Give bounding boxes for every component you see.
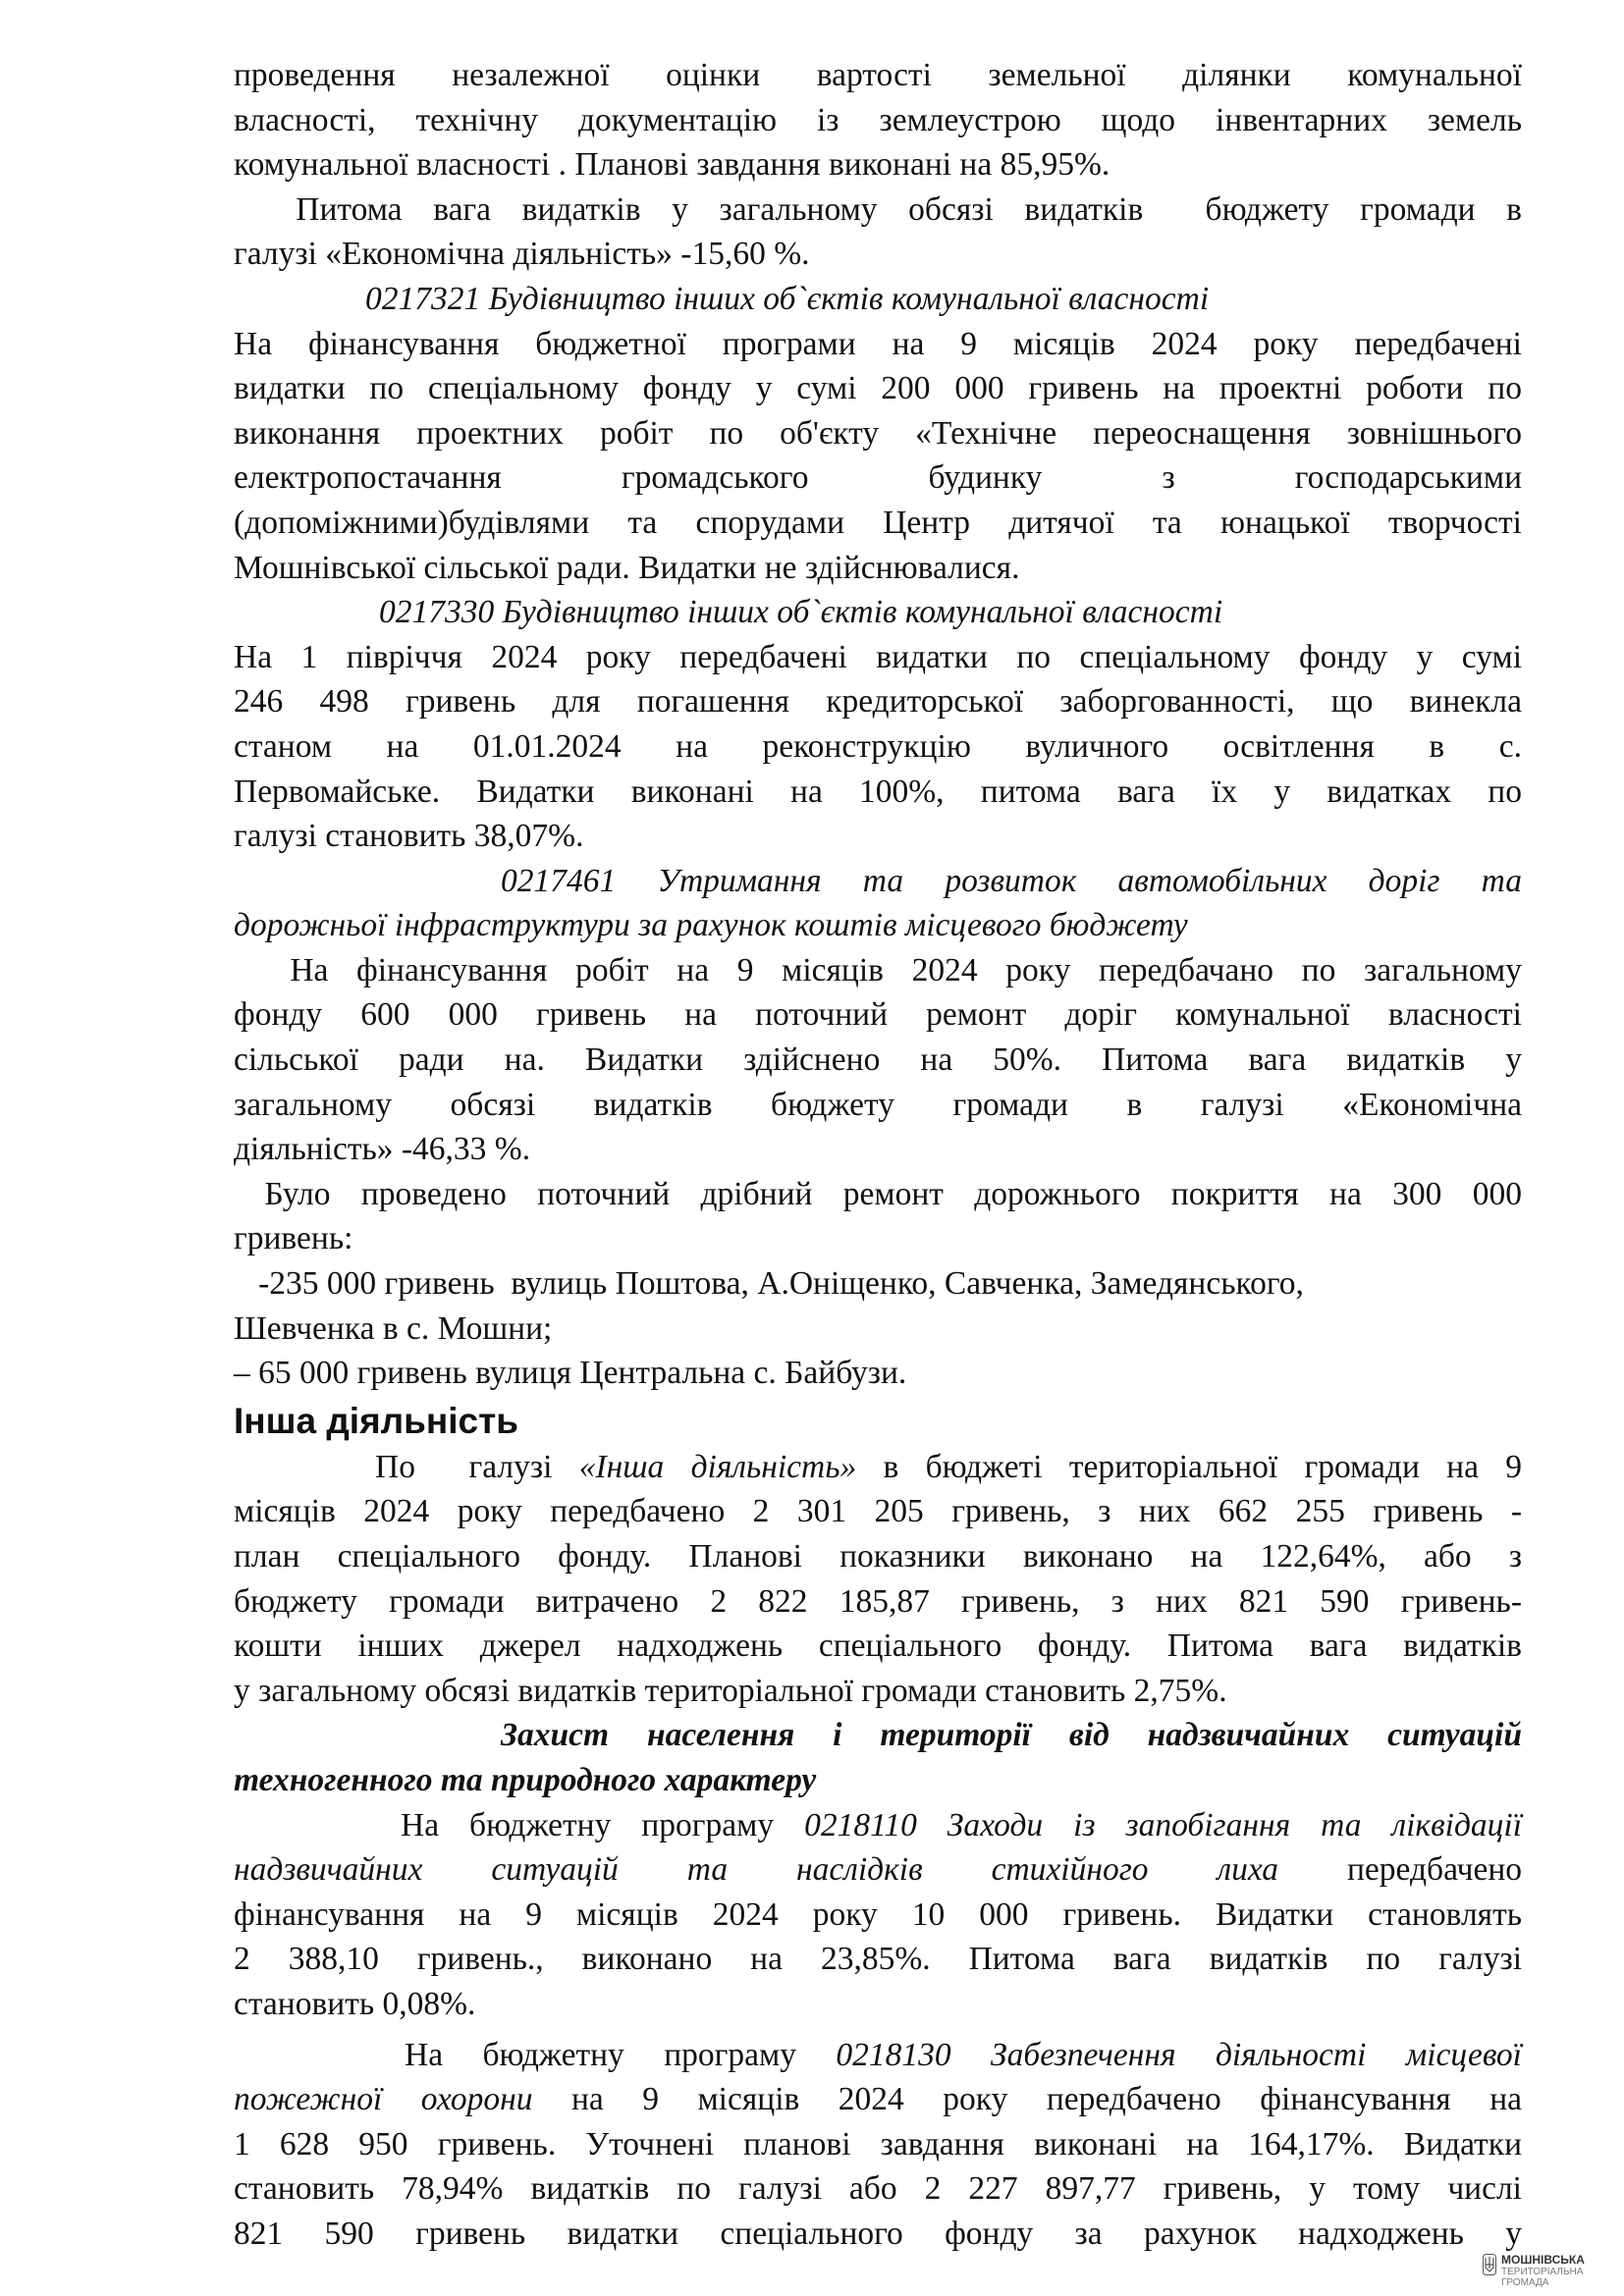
text-span: По галузі [375,1448,579,1485]
text-line: діяльність» -46,33 %. [234,1131,531,1168]
text-line: -235 000 гривень вулиць Поштова, А.Оніщенко, Савченка, Замедянського, [234,1265,1304,1303]
text-line: галузі становить 38,07%. [234,818,584,855]
italic-span: пожежної охорони [234,2081,533,2118]
text-line: Питома вага видатків у загальному обсязі видатків бюджету громади в [234,190,1522,228]
paragraph-0218110 [234,1803,1522,2027]
text-line: видатки по спеціальному фонду у сумі 200 000 гривень на проектні роботи по [234,370,1522,407]
paragraph-streets-moshny [234,1261,1522,1351]
paragraph-street-baibuzy: – 65 000 гривень вулиця Центральна с. Байбузи. [234,1355,907,1392]
text-line: місяців 2024 року передбачено 2 301 205 гривень, з них 662 255 гривень - [234,1493,1522,1530]
text-line: (допоміжними)будівлями та спорудами Центр дитячої та юнацької творчості [234,504,1522,541]
program-title-0217321: 0217321 Будівництво інших об`єктів комунальної власності [365,280,1210,317]
text-line: виконання проектних робіт по об'єкту «Технічне переоснащення зовнішнього [234,414,1522,452]
text-line: кошти інших джерел надходжень спеціального фонду. Питома вага видатків [234,1628,1522,1665]
text-span: на 9 місяців 2024 року передбачено фінансування на [532,2081,1522,2118]
text-span: На бюджетну програму [401,1806,805,1843]
text-line: техногенного та природного характеру [234,1761,817,1798]
italic-span: надзвичайних ситуацій та наслідків стихійного лиха [234,1851,1279,1889]
italic-span: 0218110 Заходи із запобігання та ліквідації [804,1806,1523,1843]
text-line: станом на 01.01.2024 на реконструкцію вуличного освітлення в с. [234,727,1522,765]
text-line: план спеціального фонду. Планові показники виконано на 122,64%, або з [234,1538,1522,1575]
text-line: На фінансування бюджетної програми на 9 місяців 2024 року передбачені [234,325,1522,362]
subheading-civil-protection [234,1713,1522,1802]
paragraph-share-economic [234,187,1522,277]
section-heading-other-activity: Інша діяльність [234,1400,519,1441]
paragraph-0217330 [234,635,1522,859]
text-line [234,1847,1522,1893]
text-line: бюджету громади витрачено 2 822 185,87 гривень, з них 821 590 гривень- [234,1582,1522,1620]
text-line: електропостачання громадського будинку з господарськими [234,459,1522,497]
text-span: в бюджеті територіальної громади на 9 [856,1448,1522,1485]
text-line: становить 78,94% видатків по галузі або 2 227 897,77 гривень, у тому числі [234,2170,1522,2208]
text-line: дорожньої інфраструктури за рахунок коштів місцевого бюджету [234,907,1188,944]
text-line: проведення незалежної оцінки вартості земельної ділянки комунальної [234,57,1522,93]
italic-span: 0218130 Забезпечення діяльності місцевої [836,2036,1522,2073]
text-line: сільської ради на. Видатки здійснено на 50%. Питома вага видатків у [234,1041,1522,1079]
text-line: власності, технічну документацію із землеустрою щодо інвентарних земель [234,101,1522,138]
program-title-0217461 [234,859,1522,948]
paragraph-other-activity [234,1445,1522,1714]
text-line: гривень: [234,1220,353,1257]
text-line: Мошнівської сільської ради. Видатки не здійснювалися. [234,549,1020,586]
text-line: Первомайське. Видатки виконані на 100%, питома вага їх у видатках по [234,773,1522,810]
text-line [234,2077,1522,2122]
logo-text [1501,2254,1585,2288]
text-line: загальному обсязі видатків бюджету громади в галузі «Економічна [234,1086,1522,1123]
logo-line-3: ГРОМАДА [1501,2277,1549,2288]
text-line: 821 590 гривень видатки спеціального фонду за рахунок надходжень у [234,2215,1522,2252]
community-logo [1483,2254,1585,2288]
text-span: На бюджетну програму [405,2036,837,2073]
text-line [234,1445,1522,1490]
text-line: Шевченка в с. Мошни; [234,1309,553,1347]
text-line [234,1803,1522,1848]
paragraph-road-repair [234,1172,1522,1261]
paragraph-0217461 [234,948,1522,1172]
program-title-0217330: 0217330 Будівництво інших об`єктів комунальної власності [379,594,1223,631]
text-line [234,2033,1522,2078]
italic-span: «Інша діяльність» [578,1448,857,1485]
text-line: На фінансування робіт на 9 місяців 2024 року передбачано по загальному [234,951,1522,988]
text-line: 1 628 950 гривень. Уточнені планові завдання виконані на 164,17%. Видатки [234,2125,1522,2163]
text-line: Було проведено поточний дрібний ремонт дорожнього покриття на 300 000 [234,1175,1522,1212]
trident-emblem-icon [1483,2254,1496,2275]
paragraph-land-valuation [234,53,1522,187]
text-span: передбачено [1278,1851,1522,1889]
text-line: 246 498 гривень для погашення кредиторської заборгованності, що винекла [234,683,1522,721]
text-line: Захист населення і території від надзвичайних ситуацій [501,1717,1522,1754]
text-line: 0217461 Утримання та розвиток автомобільних доріг та [501,862,1522,899]
text-line: фонду 600 000 гривень на поточний ремонт доріг комунальної власності [234,996,1522,1034]
text-line: у загальному обсязі видатків територіальної громади становить 2,75%. [234,1672,1227,1709]
text-line: 2 388,10 гривень., виконано на 23,85%. Питома вага видатків по галузі [234,1941,1522,1978]
text-line: На 1 півріччя 2024 року передбачені видатки по спеціальному фонду у сумі [234,638,1522,675]
text-line: комунальної власності . Планові завдання виконані на 85,95%. [234,146,1110,184]
text-line: фінансування на 9 місяців 2024 року 10 000 гривень. Видатки становлять [234,1896,1522,1933]
logo-line-2: ТЕРИТОРІАЛЬНА [1501,2267,1584,2277]
text-line: становить 0,08%. [234,1985,476,2022]
logo-line-1: МОШНІВСЬКА [1501,2253,1585,2267]
text-line: галузі «Економічна діяльність» -15,60 %. [234,236,810,273]
paragraph-0218130 [234,2033,1522,2257]
paragraph-0217321 [234,322,1522,591]
document-page [234,53,1522,2257]
